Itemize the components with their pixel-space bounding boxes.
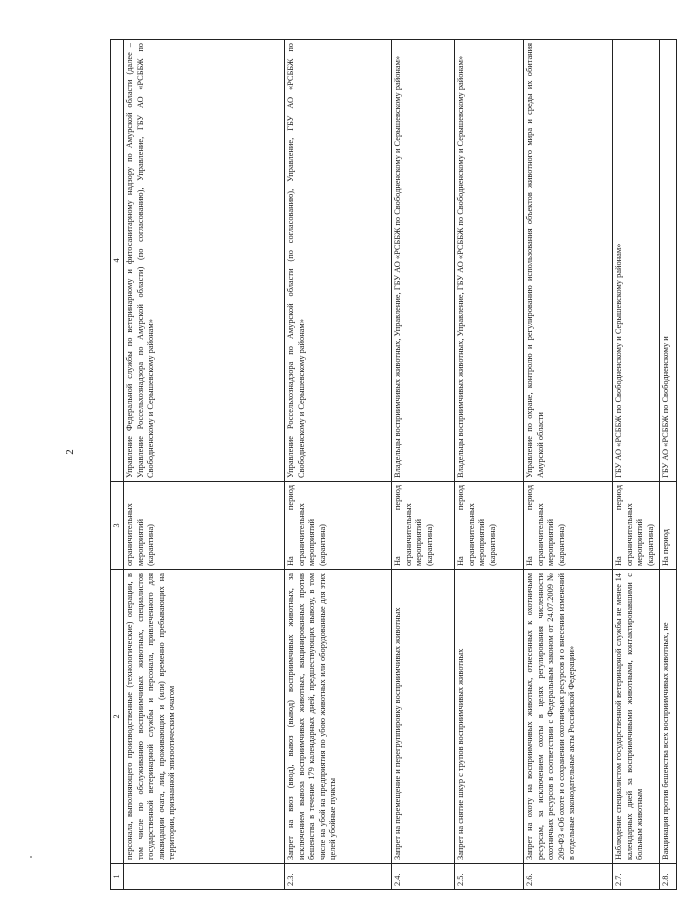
responsible-cell: Управление Россельхознадзора по Амурской области (по согласованию), Управление, ГБУ АО «РСББЖ по Свободненскому и Серышевскому районам»	[285, 39, 392, 481]
term-cell: На период ограничительных мероприятий (карантина)	[285, 481, 392, 569]
measures-table	[110, 39, 677, 890]
row-number: 2.5.	[455, 863, 524, 889]
term-cell: На период ограничительных мероприятий (карантина)	[524, 481, 613, 569]
row-number: 2.8.	[660, 863, 677, 889]
responsible-cell: Управление по охране, контролю и регулированию использования объектов животного мира и среды их обитания Амурской области	[524, 39, 613, 481]
responsible-cell: Владельцы восприимчивых животных, Управление, ГБУ АО «РСББЖ по Свободненскому и Серышевскому районам»	[455, 39, 524, 481]
measure-cell: Запрет на охоту на восприимчивых животных, отнесенных к охотничьим ресурсам, за исключением охоты в целях регулирования численности охотничьих ресурсов в соответствии с Федеральным законом от 24.07.2009 № 209-ФЗ «Об охоте и о сохранении охотничьих ресурсов и о внесении изменений в отдельные законодательные акты Российской Федерации»	[524, 569, 613, 863]
term-cell: На период ограничительных мероприятий (карантина)	[613, 481, 660, 569]
header-col-2: 2	[111, 569, 124, 863]
measure-cell: Запрет на ввоз (ввод), вывоз (вывод) восприимчивых животных, за исключением вывоза восприимчивых животных, вакцинированных против бешенства в течение 179 календарных дней, предшествующих вывозу, в том числе на убой на предприятия по убою животных или оборудованные для этих целей убойные пункты	[285, 569, 392, 863]
measure-cell: Запрет на перемещение и перегруппировку восприимчивых животных	[392, 569, 455, 863]
measure-cell: Наблюдение специалистом государственной ветеринарной службы не менее 14 календарных дней за восприимчивыми животными, контактировавшими с больным животным	[613, 569, 660, 863]
rotated-document	[110, 40, 670, 890]
responsible-cell: Управление Федеральной службы по ветеринарному и фитосанитарному надзору по Амурской области (далее – Управление Россельхознадзора по Амурской области) (по согласованию), Управление, ГБУ АО «РСББЖ по Свободненскому и Серышевскому районам»	[124, 39, 285, 481]
term-cell: На период ограничительных мероприятий (карантина)	[392, 481, 455, 569]
row-number: 2.7.	[613, 863, 660, 889]
responsible-cell: ГБУ АО «РСББЖ по Свободненскому и Серышевскому районам»	[613, 39, 660, 481]
row-number: 2.3.	[285, 863, 392, 889]
scan-artifact	[30, 856, 32, 858]
row-number: 2.4.	[392, 863, 455, 889]
header-col-4: 4	[111, 39, 124, 481]
measure-cell: Вакцинация против бешенства всех восприимчивых животных, не	[660, 569, 677, 863]
header-col-1: 1	[111, 863, 124, 889]
measure-cell: Запрет на снятие шкур с трупов восприимчивых животных	[455, 569, 524, 863]
responsible-cell: Владельцы восприимчивых животных, Управление, ГБУ АО «РСББЖ по Свободненскому и Серышевскому районам»	[392, 39, 455, 481]
term-cell: На период	[660, 481, 677, 569]
row-number	[124, 863, 285, 889]
term-cell: На период ограничительных мероприятий (карантина)	[455, 481, 524, 569]
row-number: 2.6.	[524, 863, 613, 889]
header-col-3: 3	[111, 481, 124, 569]
page-number: 2	[64, 449, 76, 455]
measure-cell: персонала, выполняющего производственные (технологические) операции, в том числе по обслуживанию восприимчивых животных, специалистов государственной ветеринарной службы и персонала, привлеченного для ликвидации очага, лиц, проживающих и (или) временно пребывающих на территории, признанной эпизоотическим очагом	[124, 569, 285, 863]
responsible-cell: ГБУ АО «РСББЖ по Свободненскому и	[660, 39, 677, 481]
term-cell: ограничительных мероприятий (карантина)	[124, 481, 285, 569]
